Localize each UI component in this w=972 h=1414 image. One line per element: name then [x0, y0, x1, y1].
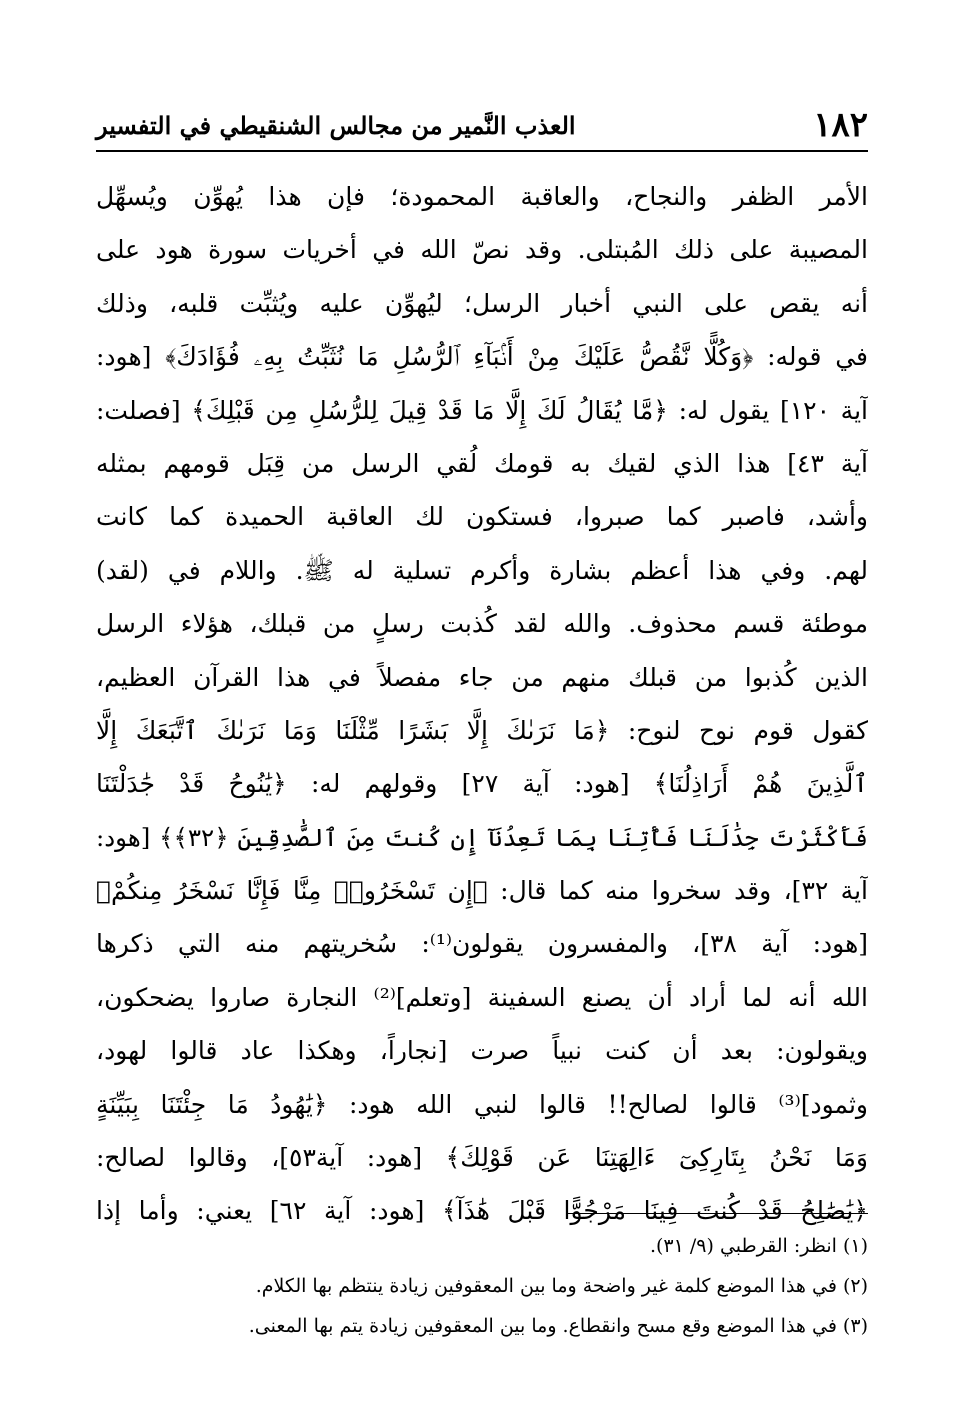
- text-line: ويقولون: بعد أن كنت نبياً صرت [نجاراً، وهكذا عاد قالوا لهود،: [96, 1036, 868, 1066]
- footnote: (٢) في هذا الموضع كلمة غير واضحة وما بين المعقوفين زيادة ينتظم بها الكلام.: [255, 1275, 868, 1297]
- text-line: الذين كُذبوا من قبلك منهم من جاء مفصلاً في هذا القرآن العظيم،: [96, 662, 868, 692]
- text-line: آية ١٢٠] يقول له: ﴿مَّا يُقَالُ لَكَ إِلَّا مَا قَدْ قِيلَ لِلرُّسُلِ مِن قَبْلِكَ﴾ [فصلت:: [96, 395, 868, 425]
- text-line: الأمر الظفر والنجاح، والعاقبة المحمودة؛ فإن هذا يُهوِّن ويُسهِّل: [96, 182, 868, 211]
- text-line: وَمَا نَحْنُ بِتَارِكِىٓ ءَالِهَتِنَا عَن قَوْلِكَ﴾ [هود: آية٥٣]، وقالوا لصالح:: [96, 1143, 868, 1173]
- page-number: ١٨٢: [813, 105, 868, 145]
- text-line: لهم. وفي هذا أعظم بشارة وأكرم تسلية له ﷺ. واللام في (لقد): [96, 555, 868, 585]
- header-rule: [96, 150, 868, 152]
- text-line: ﴿يَٰصَٰلِحُ قَدْ كُنتَ فِينَا مَرْجُوًّا قَبْلَ هَٰذَآ﴾ [هود: آية ٦٢] يعني: وأما إذا: [96, 1196, 868, 1226]
- book-page: [96, 0, 868, 1414]
- footnotes: [96, 1226, 868, 1346]
- text-line: كقول قوم نوح لنوح: ﴿مَا نَرَىٰكَ إِلَّا بَشَرًا مِّثْلَنَا وَمَا نَرَىٰكَ ٱتَّبَعَكَ إِلَّا: [96, 715, 868, 745]
- text-line: وثمود]⁽³⁾ قالوا لصالح!! قالوا لنبي الله هود: ﴿يَٰهُودُ مَا جِئْتَنَا بِبَيِّنَةٍ: [96, 1089, 868, 1119]
- text-line: آية ٣٢]، وقد سخروا منه كما قال: ﴿إِن تَسْخَرُوا۟ مِنَّا فَإِنَّا نَسْخَرُ مِنكُمْ﴾: [96, 876, 868, 906]
- text-line: فَأَكْثَرْتَ جِدَٰلَنَا فَأْتِنَا بِمَا تَعِدُنَآ إِن كُنتَ مِنَ ٱلصَّٰدِقِينَ ﴿٣٢﴾﴾ [هود:: [96, 822, 868, 852]
- footnote-rule: [568, 1213, 868, 1214]
- text-line: الله أنه لما أراد أن يصنع السفينة [وتعلم]⁽²⁾ النجارة صاروا يضحكون،: [96, 982, 868, 1012]
- text-line: آية ٤٣] هذا الذي لقيك به قومك لُقي الرسل من قِبَل قومهم بمثله: [96, 448, 868, 478]
- body-text: [96, 170, 868, 1238]
- text-line: وأشد، فاصبر كما صبروا، فستكون لك العاقبة الحميدة كما كانت: [96, 502, 868, 532]
- running-title: العذب النَّمير من مجالس الشنقيطي في التفسير: [96, 110, 576, 140]
- text-line: أنه يقص على النبي أخبار الرسل؛ ليُهوِّن عليه ويُثبِّت قلبه، وذلك: [96, 288, 868, 318]
- text-line: في قوله: ﴿وَكُلًّا نَّقُصُّ عَلَيْكَ مِنْ أَنۢبَآءِ ٱلرُّسُلِ مَا نُثَبِّتُ بِهِۦ فُؤَادَكَ﴾ [هود:: [96, 342, 868, 372]
- footnote: (١) انظر: القرطبي (٩/ ٣١).: [649, 1235, 868, 1257]
- text-line: المصيبة على ذلك المُبتلى. وقد نصّ الله في أخريات سورة هود على: [96, 235, 868, 265]
- text-line: ٱلَّذِينَ هُمْ أَرَاذِلُنَا﴾ [هود: آية ٢٧] وقولهم له: ﴿يَٰنُوحُ قَدْ جَٰدَلْتَنَا: [96, 769, 868, 799]
- footnote: (٣) في هذا الموضع وقع مسح وانقطاع. وما بين المعقوفين زيادة يتم بها المعنى.: [248, 1315, 868, 1337]
- text-line: [هود: آية ٣٨]، والمفسرون يقولون⁽¹⁾: سُخريتهم منه التي ذكرها: [96, 929, 868, 959]
- page-header: [96, 100, 868, 150]
- text-line: موطئة قسم محذوف. والله لقد كُذبت رسلٍ من قبلك، هؤلاء الرسل: [96, 609, 868, 639]
